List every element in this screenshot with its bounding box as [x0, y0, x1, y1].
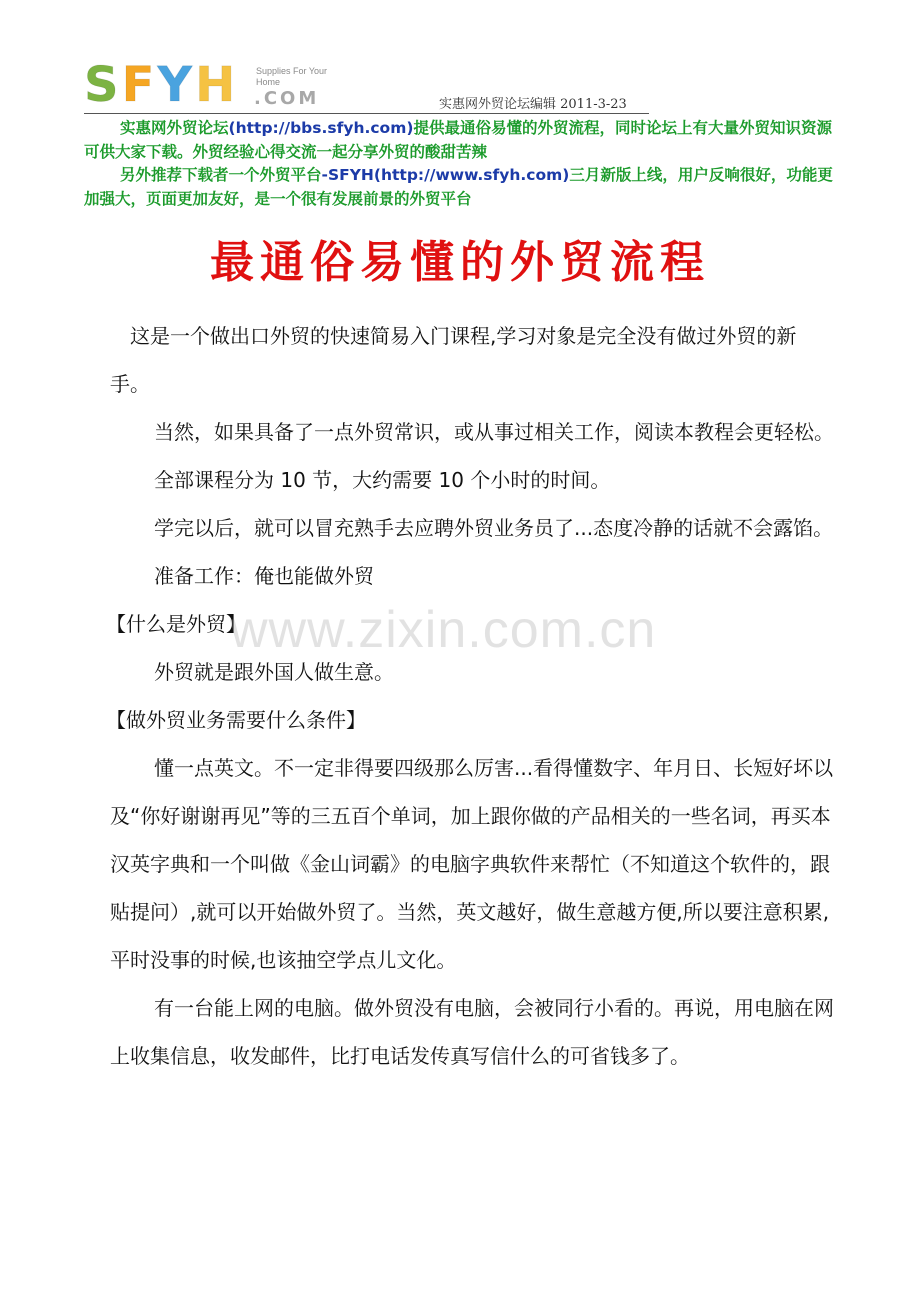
logo-letter: H	[195, 57, 237, 113]
promo-forum-desc: 提供最通俗易懂的外贸流程，同时论坛上有大量外贸知识资源可供大家下载。外贸经验心得交流一起分享外贸的酸甜苦辣	[84, 119, 832, 161]
document-title: 最通俗易懂的外贸流程	[210, 237, 710, 288]
logo-letter: S	[84, 57, 120, 113]
logo-wordmark	[84, 57, 237, 113]
promo-platform-intro: 另外推荐下载者一个外贸平台	[120, 166, 322, 184]
body-paragraph: 全部课程分为 10 节，大约需要 10 个小时的时间。	[154, 468, 611, 492]
logo-com-text: .COM	[254, 88, 320, 109]
promo-platform-desc: 三月新版上线，用户反响很好，功能更加强大，页面更加友好，是一个很有发展前景的外贸平台	[84, 166, 833, 208]
logo-letter: Y	[157, 57, 194, 113]
body-paragraph: 这是一个做出口外贸的快速简易入门课程,学习对象是完全没有做过外贸的新手。	[110, 324, 797, 396]
section-heading: 【什么是外贸】	[106, 612, 246, 636]
body-paragraph: 有一台能上网的电脑。做外贸没有电脑，会被同行小看的。再说，用电脑在网上收集信息，收发邮件，比打电话发传真写信什么的可省钱多了。	[110, 996, 834, 1068]
promo-forum-name: 实惠网外贸论坛	[120, 119, 229, 137]
body-paragraph: 准备工作：俺也能做外贸	[154, 564, 374, 588]
page-header	[84, 57, 844, 114]
forum-link[interactable]: (http://bbs.sfyh.com)	[228, 119, 414, 137]
promo-forum	[84, 116, 844, 164]
platform-link[interactable]: -SFYH(http://www.sfyh.com)	[321, 166, 570, 184]
body-paragraph: 当然，如果具备了一点外贸常识，或从事过相关工作，阅读本教程会更轻松。	[154, 420, 834, 444]
sfyh-logo	[84, 57, 344, 113]
watermark: www.zixin.com.cn	[230, 601, 657, 659]
body-paragraph: 学完以后，就可以冒充熟手去应聘外贸业务员了...态度冷静的话就不会露馅。	[154, 516, 834, 540]
section-heading: 【做外贸业务需要什么条件】	[106, 708, 366, 732]
body-paragraph: 外贸就是跟外国人做生意。	[154, 660, 394, 684]
editor-info: 实惠网外贸论坛编辑 2011-3-23	[439, 97, 627, 112]
header-divider	[84, 113, 649, 114]
document-body	[106, 312, 836, 1080]
logo-letter: F	[121, 57, 156, 113]
logo-tagline: Supplies For Your Home	[256, 66, 328, 87]
promo-platform	[84, 163, 844, 211]
body-paragraph: 懂一点英文。不一定非得要四级那么厉害...看得懂数字、年月日、长短好坏以及“你好谢谢再见”等的三五百个单词，加上跟你做的产品相关的一些名词，再买本汉英字典和一个叫做《金山词霸》的电脑字典软件来帮忙（不知道这个软件的，跟贴提问）,就可以开始做外贸了。当然，英文越好，做生意越方便,所以要注意积累,平时没事的时候,也该抽空学点儿文化。	[110, 756, 834, 972]
